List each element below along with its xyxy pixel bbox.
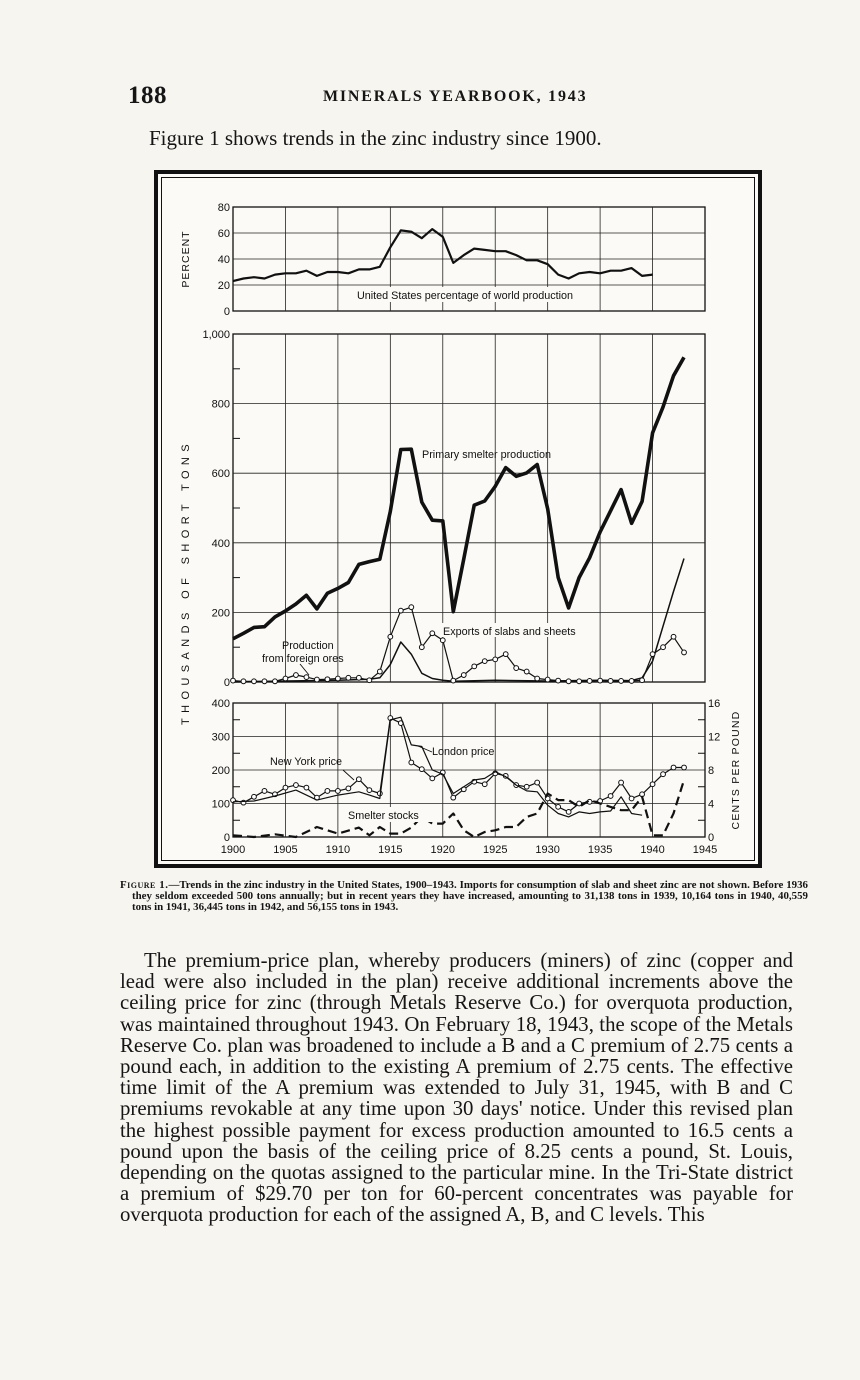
primary-smelter-line [233,357,684,639]
year-tick-label: 1945 [692,844,718,856]
exports-line-marker [556,678,561,683]
exports-line-marker [577,679,582,684]
new-york-price-line-marker [252,794,257,799]
new-york-price-line-marker [283,785,288,790]
exports-line-marker [315,677,320,682]
exports-line-marker [640,678,645,683]
year-tick-label: 1935 [587,844,613,856]
percent-tick-label: 40 [217,254,230,266]
tons-tick-label: 200 [211,607,230,620]
exports-line-marker [325,677,330,682]
new-york-price-line-marker [482,782,487,787]
new-york-price-label: New York price [270,756,343,768]
cents-tick-label: 4 [708,798,715,811]
year-tick-label: 1905 [273,844,298,856]
percent-tick-label: 0 [223,306,230,318]
figure-caption [120,880,808,914]
new-york-price-line-marker [566,809,571,814]
exports-line-marker [377,669,382,674]
tons-tick-label: 400 [211,537,230,550]
running-title: MINERALS YEARBOOK, 1943 [323,88,588,105]
percent-tick-label: 20 [217,280,230,292]
year-tick-label: 1910 [325,844,351,856]
year-tick-label: 1900 [220,844,246,856]
tons-tick-label: 800 [211,398,230,411]
caption-label: Figure 1. [120,879,169,891]
new-york-price-line-marker [304,785,309,790]
new-york-price-line-marker [682,765,687,770]
london-pointer [418,746,432,752]
exports-line-marker [503,652,508,657]
exports-line-marker [598,678,603,683]
tons-axis-label: THOUSANDS OF SHORT TONS [180,439,192,725]
exports-line-marker [273,679,278,684]
year-tick-label: 1925 [482,844,508,856]
new-york-price-line-marker [262,789,267,794]
stocks-tick-label: 400 [211,698,230,710]
exports-line-marker [335,676,340,681]
new-york-pointer [343,770,354,780]
exports-line-marker [650,652,655,657]
exports-label: Exports of slabs and sheets [443,626,576,638]
exports-line-marker [619,679,624,684]
new-york-price-line-marker [451,795,456,800]
exports-line-marker [356,675,361,680]
exports-line-marker [241,679,246,684]
exports-line-marker [629,679,634,684]
exports-line-marker [440,638,445,643]
stocks-tick-label: 300 [211,731,230,744]
foreign-ores-pointer [300,664,309,675]
tons-tick-label: 1,000 [202,329,230,341]
tons-tick-label: 600 [211,468,230,481]
exports-line-marker [367,678,372,683]
new-york-price-line-marker [356,777,361,782]
exports-line-marker [409,605,414,610]
exports-line-marker [482,659,487,664]
stocks-tick-label: 100 [211,798,230,811]
percent-axis-label: PERCENT [180,230,192,288]
new-york-price-line-marker [430,776,435,781]
exports-line-marker [398,608,403,613]
stocks-tick-label: 0 [223,832,230,844]
new-york-price-line-marker [629,796,634,801]
exports-line-marker [252,679,257,684]
year-tick-label: 1930 [535,844,560,856]
exports-line-marker [283,676,288,681]
new-york-price-line-marker [535,780,540,785]
new-york-price-line-marker [367,788,372,793]
exports-line-marker [294,673,299,678]
new-york-price-line-marker [419,767,424,772]
exports-line-marker [661,645,666,650]
exports-line-marker [419,645,424,650]
exports-line-marker [608,679,613,684]
foreign-ores-label-1: Production [282,640,334,652]
exports-line-marker [461,673,466,678]
cents-tick-label: 8 [708,765,715,777]
new-york-price-line-marker [335,789,340,794]
exports-line-marker [566,679,571,684]
new-york-price-line-marker [671,765,676,770]
exports-line-marker [535,676,540,681]
new-york-price-line-marker [650,782,655,787]
year-tick-label: 1920 [430,844,456,856]
primary-smelter-label: Primary smelter production [422,449,552,461]
new-york-price-line-marker [556,804,561,809]
exports-line-marker [587,679,592,684]
cents-axis-label: CENTS PER POUND [730,710,742,830]
new-york-price-line-marker [325,789,330,794]
caption-text: —Trends in the zinc industry in the United States, 1900–1943. Imports for consumption of slab and sheet zinc are not shown. Before 1936 they seldom exceeded 500 tons annually; but in recent years they have increased, amounting to 31,138 tons in 1939, 10,164 tons in 1940, 40,559 tons in 1941, 36,445 tons in 1942, and 56,155 tons in 1943. [132,879,808,914]
new-york-price-line-marker [409,760,414,765]
body-paragraph: The premium-price plan, whereby producers (miners) of zinc (copper and lead were also included in the plan) receive additional increments above the ceiling price for zinc (through Metals Reserve Co.) for overquota production, was maintained throughout 1943. On February 18, 1943, the scope of the Metals Reserve Co. plan was broadened to include a B and a C premium of 2.75 cents a pound each, in addition to the existing A premium of 2.75 cents. The effective time limit of the A premium was extended to July 31, 1945, with B and C premiums revokable at any time upon 30 days' notice. Under this revised plan the highest possible payment for excess production amounted to 16.5 cents a pound upon the basis of the ceiling price of 8.25 cents a pound, St. Louis, depending on the quotas assigned to the particular mine. In the Tri-State district a premium of $29.70 per ton for 60-percent concentrates was payable for overquota production for each of the assigned A, B, and C levels. This [120,949,793,1227]
exports-line-marker [472,664,477,669]
cents-tick-label: 16 [708,698,721,710]
new-york-price-line-marker [346,786,351,791]
page-number: 188 [128,82,167,109]
exports-line-marker [304,675,309,680]
new-york-price-line-marker [661,772,666,777]
percent-tick-label: 80 [217,202,230,214]
percent-series-label: United States percentage of world production [356,290,574,302]
intro-sentence: Figure 1 shows trends in the zinc industry since 1900. [149,126,602,150]
year-tick-label: 1915 [378,844,403,856]
tons-tick-label: 0 [223,677,230,689]
london-price-label: London price [432,746,495,758]
foreign-ores-label-2: from foreign ores [262,653,344,665]
exports-line-marker [388,634,393,639]
exports-line-marker [231,678,236,683]
exports-line-marker [671,634,676,639]
exports-line-marker [262,679,267,684]
cents-tick-label: 12 [708,731,721,744]
smelter-stocks-label: Smelter stocks [348,810,419,822]
cents-tick-label: 0 [708,832,715,844]
new-york-price-line-marker [294,783,299,788]
new-york-price-line-marker [524,784,529,789]
stocks-tick-label: 200 [211,765,230,777]
exports-line-marker [514,666,519,671]
new-york-price-line-marker [608,794,613,799]
exports-line-marker [346,675,351,680]
exports-line-marker [682,650,687,655]
year-tick-label: 1940 [640,844,665,856]
new-york-price-line-marker [619,780,624,785]
exports-line-marker [545,677,550,682]
exports-line-marker [524,669,529,674]
exports-line-marker [430,631,435,636]
percent-tick-label: 60 [217,228,230,240]
exports-line-marker [493,657,498,662]
exports-line-marker [451,678,456,683]
